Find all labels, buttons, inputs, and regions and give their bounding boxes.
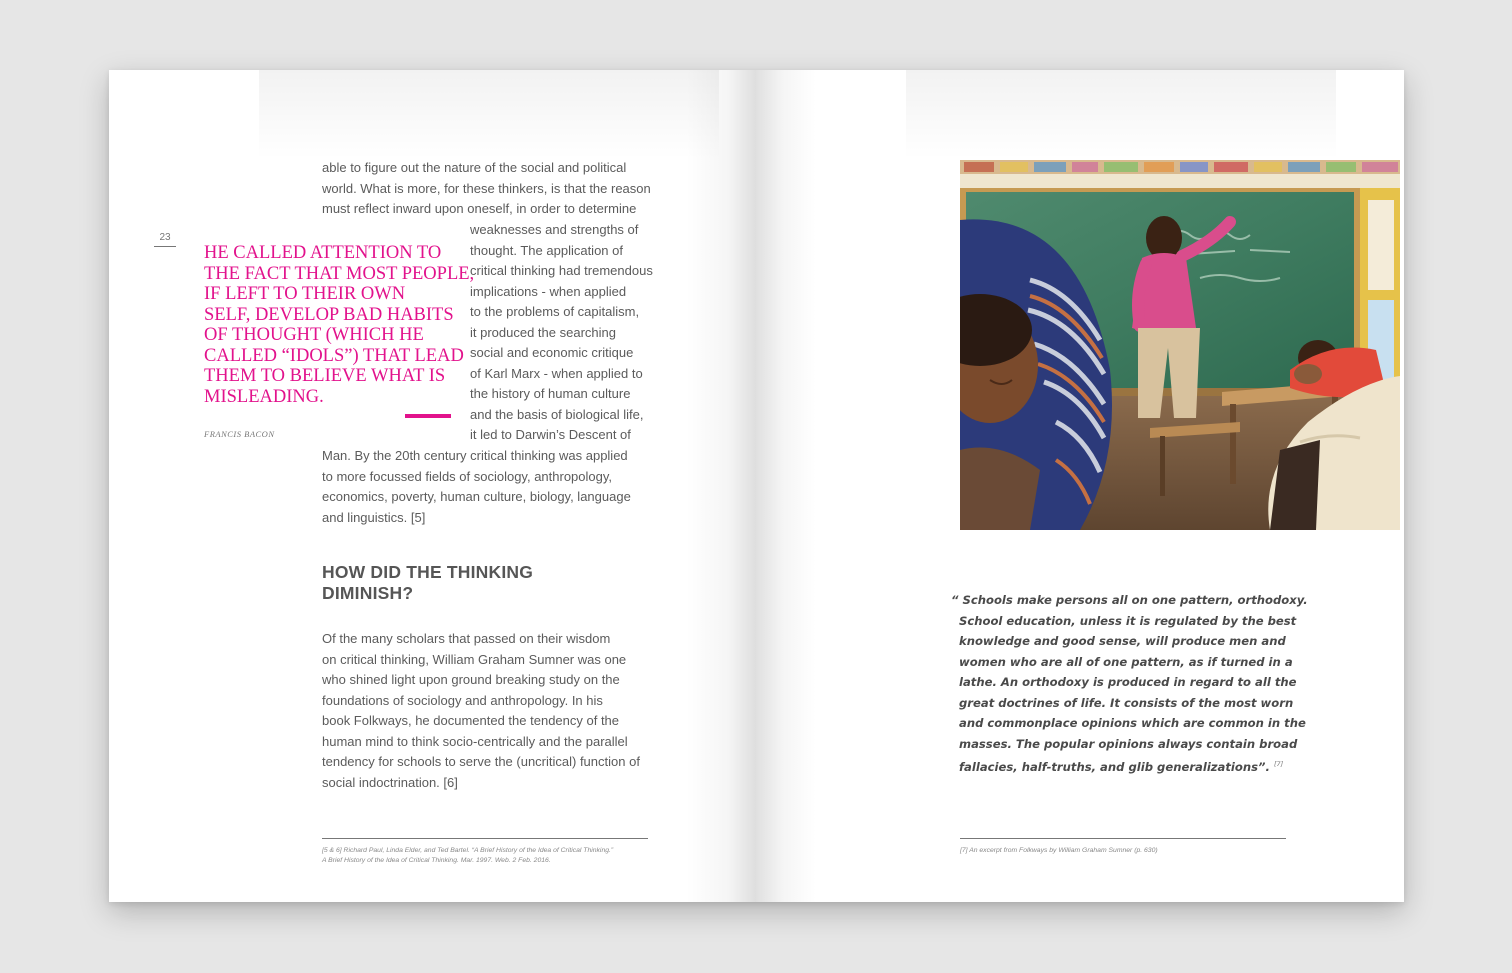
section-heading — [322, 562, 533, 604]
footnote-rule — [960, 838, 1286, 839]
text-line: foundations of sociology and anthropology. In his — [322, 692, 603, 708]
text-line: Of the many scholars that passed on their wisdom — [322, 631, 611, 646]
text-line: and linguistics. [5] — [322, 509, 426, 525]
text-line: tendency for schools to serve the (uncritical) function of — [322, 754, 640, 769]
text-line: critical thinking had tremendous — [470, 263, 653, 278]
text-line: and the basis of biological life, — [470, 406, 644, 422]
text-line: thought. The application of — [470, 242, 623, 258]
body-text-column — [470, 220, 653, 446]
classroom-photo — [960, 160, 1400, 530]
text-line: weaknesses and strengths of — [470, 222, 639, 237]
text-line: must reflect inward upon oneself, in order to determine — [322, 201, 637, 216]
footnote-line: A Brief History of the Idea of Critical Thinking. Mar. 1997. Web. 2 Feb. 2016. — [322, 856, 551, 864]
text-line: to more focussed fields of sociology, anthropology, — [322, 468, 613, 484]
quote-line: women who are all of one pattern, as if turned in a — [959, 654, 1293, 669]
text-line: implications - when applied — [470, 283, 627, 299]
right-page — [756, 70, 1404, 902]
heading-line: DIMINISH? — [322, 583, 414, 603]
footnote-line: [5 & 6] Richard Paul, Linda Elder, and Ted Bartel. “A Brief History of the Idea of Critical Thinking.” — [322, 847, 614, 854]
text-line: able to figure out the nature of the social and political — [322, 160, 627, 175]
quote-line: and commonplace opinions which are common in the — [959, 716, 1306, 730]
heading-line: HOW DID THE THINKING — [322, 562, 534, 582]
quote-line: knowledge and good sense, will produce men and — [959, 634, 1286, 648]
text-line: the history of human culture — [470, 386, 631, 401]
page-number: 23 — [154, 232, 176, 247]
pull-quote-line: HE CALLED ATTENTION TO — [204, 243, 442, 263]
pull-quote-line: OF THOUGHT (WHICH HE — [204, 325, 424, 345]
body-text-bottom — [322, 446, 631, 528]
text-line: social and economic critique — [470, 345, 634, 360]
text-line: who shined light upon ground breaking study on the — [322, 672, 620, 687]
text-line: book Folkways, he documented the tendency of the — [322, 713, 620, 728]
text-line: to the problems of capitalism, — [470, 304, 640, 319]
left-page — [109, 70, 756, 902]
text-line: on critical thinking, William Graham Sumner was one — [322, 651, 627, 667]
text-line: human mind to think socio-centrically and the parallel — [322, 733, 628, 749]
quote-line: “ Schools make persons all on one pattern, orthodoxy. — [951, 593, 1308, 607]
pull-quote-line: SELF, DEVELOP BAD HABITS — [204, 304, 454, 325]
quote-line: great doctrines of life. It consists of the most worn — [959, 695, 1294, 710]
quote-line: masses. The popular opinions always contain broad — [959, 736, 1298, 751]
pull-quote-line: MISLEADING. — [204, 386, 324, 407]
text-line: it led to Darwin’s Descent of — [470, 427, 631, 442]
footnote — [322, 846, 613, 865]
quote-line: lathe. An orthodoxy is produced in regard to all the — [959, 675, 1297, 689]
classroom-photo-illustration — [960, 160, 1400, 530]
quote-reference: [7] — [1273, 760, 1284, 768]
pull-quote-line: IF LEFT TO THEIR OWN — [204, 284, 406, 304]
footnote: [7] An excerpt from Folkways by William Graham Sumner (p. 630) — [960, 847, 1158, 854]
text-line: it produced the searching — [470, 324, 616, 340]
pull-quote-author: FRANCIS BACON — [204, 429, 275, 439]
sumner-quote — [951, 590, 1308, 778]
section-body — [322, 629, 640, 793]
text-line: world. What is more, for these thinkers, is that the reason — [322, 180, 651, 196]
pull-quote-line: CALLED “IDOLS”) THAT LEAD — [204, 345, 464, 366]
open-book — [109, 70, 1404, 902]
pull-quote — [204, 243, 475, 407]
text-line: of Karl Marx - when applied to — [470, 365, 643, 381]
pull-quote-line: THEM TO BELIEVE WHAT IS — [204, 366, 446, 386]
footnote-rule — [322, 838, 648, 839]
quote-line: School education, unless it is regulated by the best — [959, 613, 1297, 628]
text-line: Man. By the 20th century critical thinking was applied — [322, 448, 628, 463]
quote-line: fallacies, half-truths, and glib generalizations”. — [959, 760, 1270, 774]
body-text-top — [322, 158, 651, 220]
text-line: social indoctrination. [6] — [322, 774, 458, 790]
pull-quote-accent-bar — [405, 414, 451, 418]
quote-last-line — [951, 754, 1308, 778]
text-line: economics, poverty, human culture, biology, language — [322, 489, 631, 504]
pull-quote-line: THE FACT THAT MOST PEOPLE, — [204, 263, 475, 284]
